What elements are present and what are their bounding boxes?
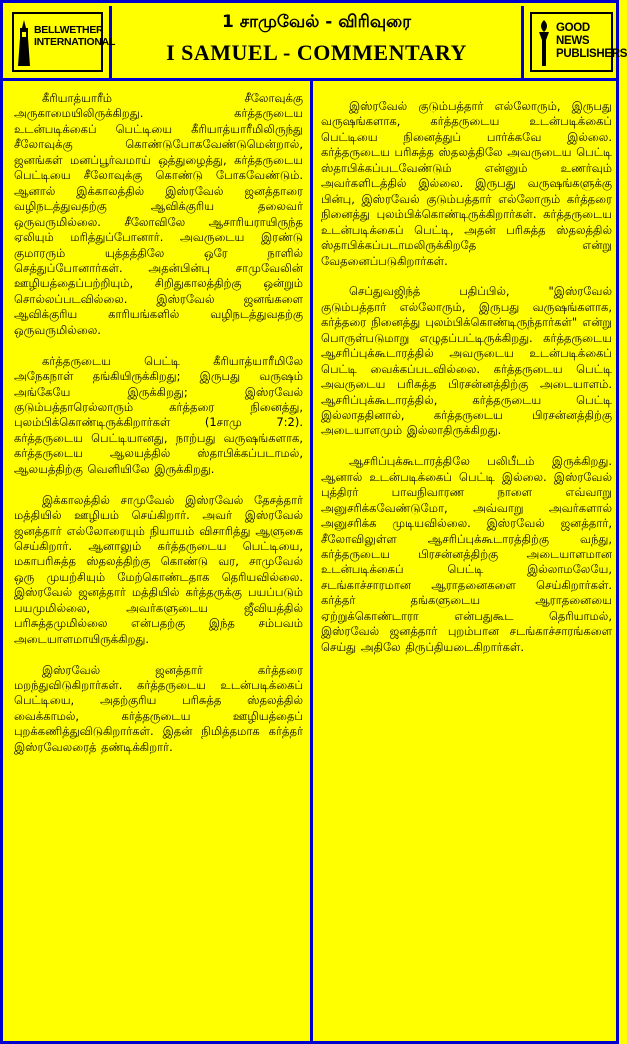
left-logo xyxy=(6,6,116,78)
title-area xyxy=(112,6,521,78)
bell-tower-icon xyxy=(16,18,32,68)
right-paragraph-2: செப்துவஜிந்த் பதிப்பில், "இஸ்ரவேல் குடும்பத்தார் எல்லோரும், இருபது வருஷங்களாக, கர்த்தரை நினைத்து புலம்பிக்கொண்டிருந்தார்கள்" என்று பொருள்படுமாறு எழுதப்பட்டிருக்கிறது. கர்த்தருடைய ஆசரிப்புக்கூடாரத்தில் அவருடைய உடன்படிக்கைப் பெட்டி வைக்கப்படவில்லை. கர்த்தருடைய பெட்டி அவருடைய பரிசுத்த பிரசன்னத்திற்கு அடையாளம். ஆசரிப்புக்கூடாரத்தில், கர்த்தருடைய பெட்டி இல்லாததினால், கர்த்தருடைய பிரசன்னத்திற்கு அடையாளமும் இல்லாதிருக்கிறது. xyxy=(321,284,612,438)
right-paragraph-1: இஸ்ரவேல் குடும்பத்தார் எல்லோரும், இருபது வருஷங்களாக, கர்த்தருடைய உடன்படிக்கைப் பெட்டியை நினைத்துப் பார்க்கவே இல்லை. கர்த்தருடைய பரிசுத்த ஸ்தலத்திலே அவருடைய பெட்டி ஸ்தாபிக்கப்படவேண்டும் என்னும் உணர்வும் அவர்களிடத்தில் இல்லை. இருபது வருஷங்களுக்கு பின்பு, இஸ்ரவேல் குடும்பத்தார் எல்லோரும் கர்த்தரை நினைத்து புலம்பிக்கொண்டிருக்கிறார்கள். கர்த்தருடைய உடன்படிக்கைப் பெட்டி, அதன் பரிசுத்த ஸ்தலத்தில் ஸ்தாபிக்கப்படாமலிருக்கிறதே என்று வேதனைப்படுகிறார்கள். xyxy=(321,99,613,268)
right-paragraph-3: ஆசரிப்புக்கூடாரத்திலே பலிபீடம் இருக்கிறது. ஆனால் உடன்படிக்கைப் பெட்டி இல்லை. இஸ்ரவேல் புத்திரர் பாவநிவாரண நாளை எவ்வாறு அனுசரிக்கவேண்டுமோ, அவ்வாறு அவர்களால் அனுசரிக்க முடியவில்லை. இஸ்ரவேல் ஜனத்தார், சீலோவிலுள்ள ஆசரிப்புக்கூடாரத்திற்கு வந்து, கர்த்தருடைய பிரசன்னத்திற்கு அடையாளமான உடன்படிக்கைப் பெட்டி இல்லாமலேயே, சடங்காச்சாரமான ஆராதனைகளை செய்கிறார்கள். கர்த்தர் தங்களுடைய ஆராதனையை ஏற்றுக்கொண்டாரா என்பதுகூட தெரியாமல், இஸ்ரவேல் ஜனத்தார் புறம்பான சடங்காச்சாரங்களை செய்து அதிலே திருப்தியடைகிறார்கள். xyxy=(321,454,612,654)
column-divider xyxy=(310,81,313,1041)
left-paragraph-1: கீரியாத்யாரீம் சீலோவுக்கு அருகாமையிலிருக்கிறது. கர்த்தருடைய உடன்படிக்கைப் பெட்டியை கீரியாத்யாரீமிலிருந்து சீலோவுக்கு கொண்டுபோகவேண்டுமென்றால், ஜனங்கள் மனப்பூர்வமாய் ஒத்துழைத்து, கர்த்தருடைய பெட்டியை சீலோவுக்கு கொண்டு போகவேண்டும். ஆனால் இக்காலத்தில் இஸ்ரவேல் ஜனத்தாரை வழிநடத்துவதற்கு ஆவிக்குரிய தலைவர் ஒருவருமில்லை. சீலோவிலே ஆசாரியராயிருந்த ஏலியும் மரித்துப்போனார். அவருடைய இரண்டு குமாரரும் யுத்தத்திலே ஒரே நாளில் செத்துப்போனார்கள். அதன்பின்பு சாமுவேலின் ஊழியத்தைப்பற்றியும், சிறிதுகாலத்திற்கு ஒன்றும் சொல்லப்படவில்லை. இஸ்ரவேல் ஜனங்களை ஆவிக்குரிய காரியங்களில் வழிநடத்துவதற்கு ஒருவருமில்லை. xyxy=(14,91,303,337)
torch-icon xyxy=(534,18,554,68)
header xyxy=(6,6,627,78)
title-english: I SAMUEL - COMMENTARY xyxy=(166,40,467,65)
right-logo xyxy=(521,6,627,78)
left-paragraph-4: இஸ்ரவேல் ஜனத்தார் கர்த்தரை மறந்துவிடுகிறார்கள். கர்த்தருடைய உடன்படிக்கைப் பெட்டியை, அதற்குரிய பரிசுத்த ஸ்தலத்தில் வைக்காமல், கர்த்தருடைய ஊழியத்தைப் புறக்கணித்துவிடுகிறார்கள். இதன் நிமித்தமாக கர்த்தர் இஸ்ரவேலரைத் தண்டிக்கிறார். xyxy=(14,662,303,754)
right-logo-text: GOOD NEWS PUBLISHERS xyxy=(556,22,627,60)
title-tamil: 1 சாமுவேல் - விரிவுரை xyxy=(222,12,411,32)
right-column xyxy=(321,81,612,671)
left-paragraph-3: இக்காலத்தில் சாமுவேல் இஸ்ரவேல் தேசத்தார் மத்தியில் ஊழியம் செய்கிறார். அவர் இஸ்ரவேல் ஜனத்தார் எல்லோரையும் நியாயம் விசாரித்து ஆளுகை செய்கிறார். ஆனாலும் கர்த்தருடைய பெட்டியை, மகாபரிசுத்த ஸ்தலத்திற்கு கொண்டு வர, சாமுவேல் ஒரு முயற்சியும் மேற்கொண்டதாக தெரியவில்லை. இஸ்ரவேல் ஜனத்தார் மத்தியில் கர்த்தருக்கு பயப்படும் பயமுமில்லை, அவர்களுடைய ஜீவியத்தில் பரிசுத்தமுமில்லை என்பதற்கு இந்த சம்பவம் அடையாளமாயிருக்கிறது. xyxy=(14,492,303,646)
left-column xyxy=(14,81,303,771)
left-logo-text: BELLWETHER INTERNATIONAL xyxy=(34,24,116,48)
left-paragraph-2: கர்த்தருடைய பெட்டி கீரியாத்யாரீமிலே அநேகநாள் தங்கியிருக்கிறது; இருபது வருஷம் அங்கேயே இருக்கிறது; இஸ்ரவேல் குடும்பத்தாரெல்லாரும் கர்த்தரை நினைத்து, புலம்பிக்கொண்டிருக்கிறார்கள் (1சாமு 7:2). கர்த்தருடைய பெட்டியானது, நாற்பது வருஷங்களாக, கர்த்தருடைய ஆலயத்தில் ஸ்தாபிக்கப்படாமல், ஆலயத்திற்கு வெளியிலே இருக்கிறது. xyxy=(14,353,303,476)
